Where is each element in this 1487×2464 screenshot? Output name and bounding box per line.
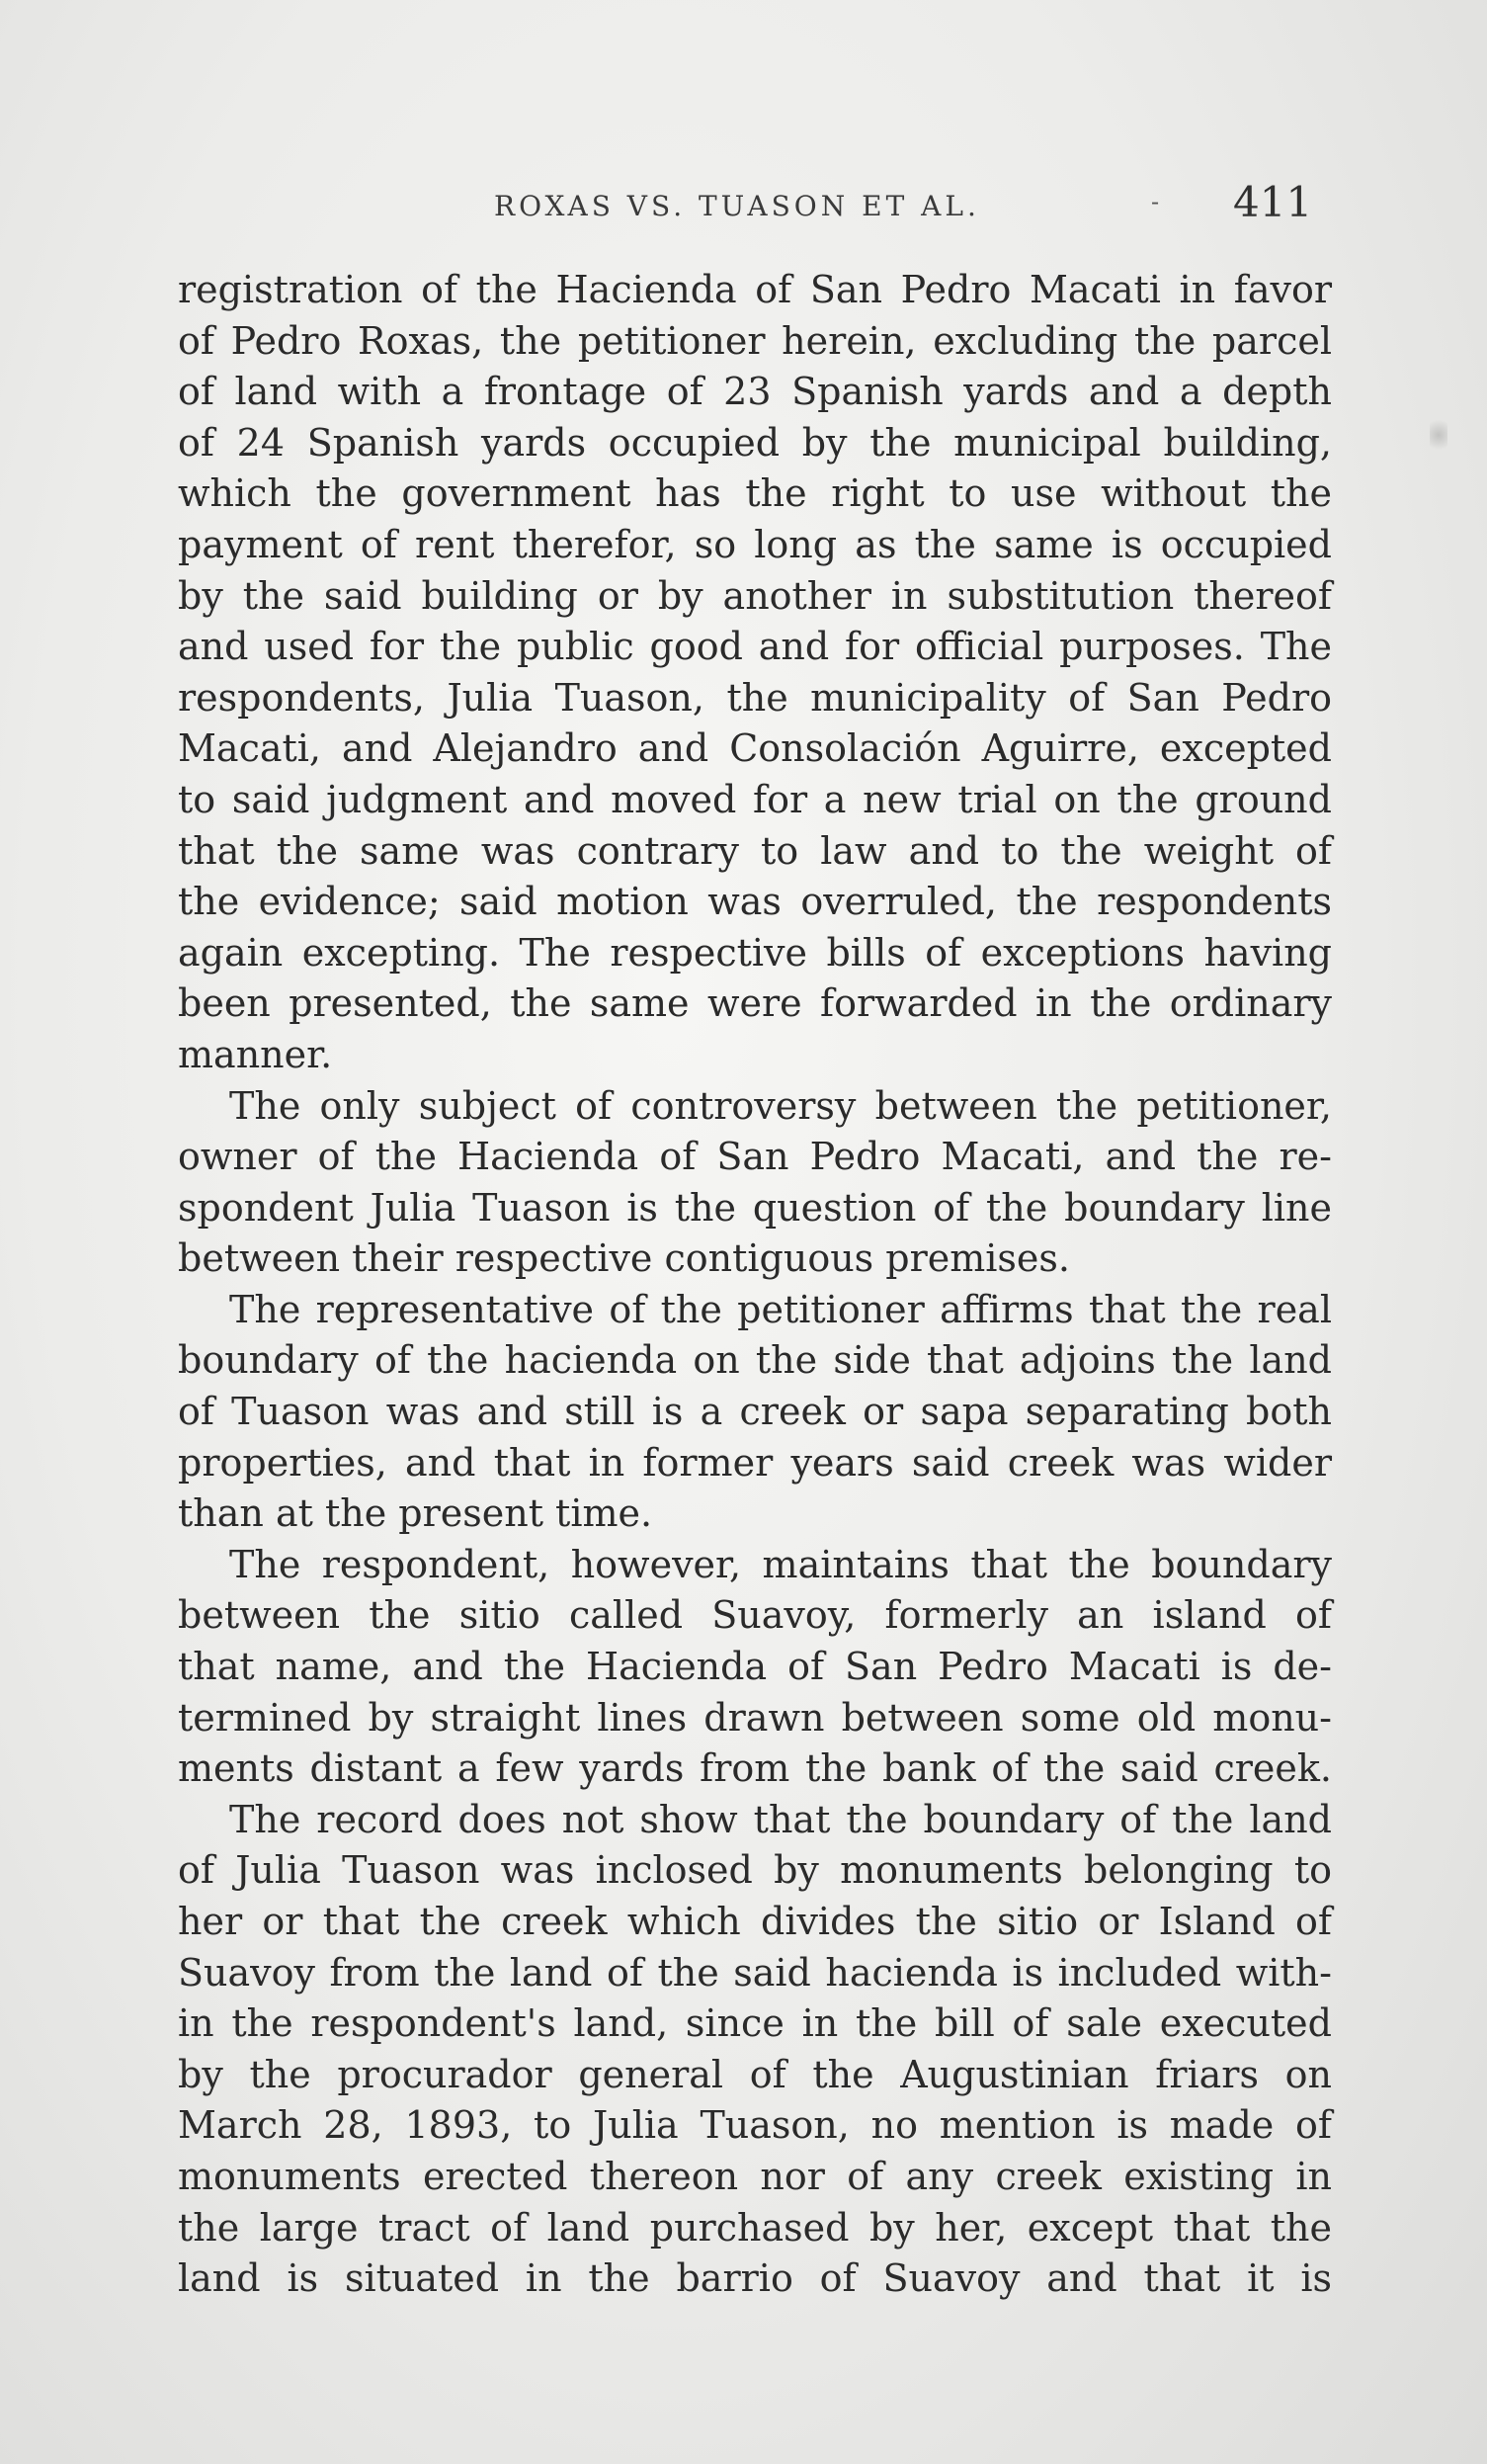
scan-speck [1430, 415, 1447, 455]
text-line: owner of the Hacienda of San Pedro Macati, and the re- [178, 1135, 1332, 1179]
text-line: that the same was contrary to law and to the weight of [178, 828, 1332, 873]
text-line: between their respective contiguous premises. [178, 1236, 1071, 1281]
text-line: and used for the public good and for official purposes. The [178, 625, 1332, 669]
text-line: of Julia Tuason was inclosed by monuments belonging to [178, 1848, 1332, 1893]
text-line: in the respondent's land, since in the bill of sale executed [178, 2001, 1332, 2046]
text-line: manner. [178, 1032, 333, 1076]
text-line: that name, and the Hacienda of San Pedro Macati is de- [178, 1645, 1332, 1689]
text-line: The respondent, however, maintains that the boundary [229, 1542, 1332, 1586]
text-line: monuments erected thereon nor of any creek existing in [178, 2154, 1332, 2198]
running-head: ROXAS VS. TUASON ET AL. [494, 190, 980, 222]
text-line: been presented, the same were forwarded in the ordinary [178, 981, 1332, 1026]
text-line: registration of the Hacienda of San Pedro Macati in favor [178, 268, 1332, 311]
text-line: than at the present time. [178, 1491, 653, 1536]
text-line: of 24 Spanish yards occupied by the municipal building, [178, 420, 1332, 465]
body-text [178, 265, 1332, 2305]
text-line: by the procurador general of the Augustinian friars on [178, 2052, 1332, 2096]
text-line: March 28, 1893, to Julia Tuason, no mention is made of [178, 2103, 1332, 2148]
text-line: of Tuason was and still is a creek or sapa separating both [178, 1390, 1332, 1434]
text-line: her or that the creek which divides the sitio or Island of [178, 1900, 1332, 1943]
page-header [198, 178, 1334, 247]
text-line: spondent Julia Tuason is the question of the boundary line [178, 1185, 1332, 1230]
text-line: properties, and that in former years said creek was wider [178, 1440, 1332, 1485]
text-line: which the government has the right to use without the [178, 471, 1332, 516]
text-line: ments distant a few yards from the bank of the said creek. [178, 1746, 1332, 1791]
text-line: again excepting. The respective bills of exceptions having [178, 930, 1332, 975]
text-line: between the sitio called Suavoy, formerly an island of [178, 1593, 1332, 1638]
text-line: Macati, and Alejandro and Consolación Aguirre, excepted [178, 726, 1332, 771]
text-line: boundary of the hacienda on the side that adjoins the land [178, 1338, 1332, 1383]
header-mark: - [1151, 188, 1160, 215]
text-line: of land with a frontage of 23 Spanish yards and a depth [178, 370, 1332, 414]
text-line: respondents, Julia Tuason, the municipality of San Pedro [178, 675, 1332, 720]
text-line: The representative of the petitioner affirms that the real [229, 1287, 1332, 1331]
text-line: by the said building or by another in substitution thereof [178, 573, 1332, 618]
text-line: the large tract of land purchased by her, except that the [178, 2205, 1332, 2250]
text-line: termined by straight lines drawn between some old monu- [178, 1695, 1332, 1740]
text-line: of Pedro Roxas, the petitioner herein, excluding the parcel [178, 318, 1332, 363]
text-line: Suavoy from the land of the said hacienda is included with- [178, 1950, 1332, 1995]
text-line: land is situated in the barrio of Suavoy and that it is [178, 2256, 1332, 2301]
text-line: The only subject of controversy between the petitioner, [229, 1083, 1332, 1128]
page-number: 411 [1233, 178, 1313, 226]
text-line: payment of rent therefor, so long as the same is occupied [178, 522, 1332, 566]
text-line: to said judgment and moved for a new trial on the ground [178, 777, 1332, 821]
text-line: The record does not show that the boundary of the land [229, 1797, 1332, 1841]
text-line: the evidence; said motion was overruled, the respondents [178, 880, 1332, 924]
